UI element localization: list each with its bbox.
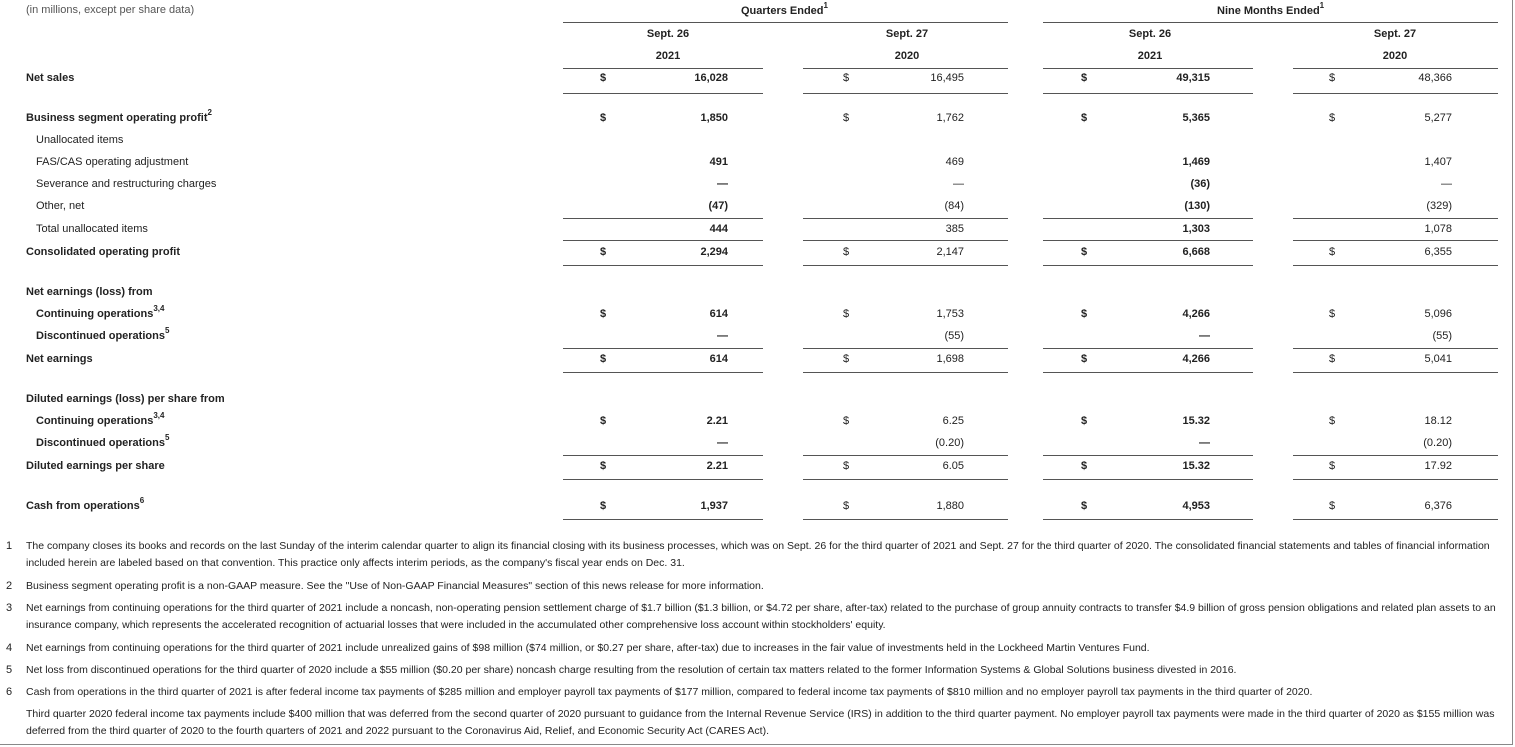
net-earnings-value: 4,266 <box>1182 353 1210 365</box>
col-rule <box>563 68 763 69</box>
dollar-sign: $ <box>1329 460 1336 472</box>
dollar-sign: $ <box>843 308 850 320</box>
net-sales-value: 49,315 <box>1176 72 1210 84</box>
segment-profit-value: 1,762 <box>936 112 964 124</box>
dollar-sign: $ <box>1329 415 1336 427</box>
severance-label: Severance and restructuring charges <box>36 178 217 190</box>
eps-discontinued-label: Discontinued operations$^5$ <box>36 433 170 449</box>
total-unallocated-value: 1,078 <box>1424 223 1452 235</box>
footnote-text: Net earnings from continuing operations for the third quarter of 2021 include a noncash, non-operating pension settlement charge of $1.7 billion ($1.3 billion, or $4.72 per share, after-tax) related to the purchase of group annuity contracts to transfer $4.9 billion of gross pension obligations and related plan assets to an insurance company, which represents the accelerated recognition of actuarial losses that were included in the accumulated other comprehensive loss account within stockholders' equity. <box>26 602 1496 631</box>
eps-discontinued-value: — <box>1199 437 1210 449</box>
unallocated-label: Unallocated items <box>36 134 124 146</box>
total-rule <box>563 93 763 94</box>
continuing-ops-value: 614 <box>709 308 728 320</box>
footnote-text: The company closes its books and records on the last Sunday of the interim calendar quarter to align its financial closing with its business processes, which was on Sept. 26 for the third quarter of 2021 and Sept. 27 for the third quarter of 2020. The consolidated financial statements and tables of financial information included herein are labeled based on that convention. This practice only affects interim periods, as the company's fiscal year ends on Dec. 31. <box>26 540 1490 569</box>
fas-cas-value: 491 <box>709 156 728 168</box>
dollar-sign: $ <box>843 353 850 365</box>
net-sales-value: 16,495 <box>930 72 964 84</box>
continuing-ops-value: 5,096 <box>1424 308 1452 320</box>
total-rule <box>563 519 763 520</box>
footnote-text: Business segment operating profit is a non-GAAP measure. See the "Use of Non-GAAP Financial Measures" section of this news release for more information. <box>26 580 764 592</box>
footnote-number: 2 <box>6 580 13 592</box>
severance-value: — <box>1441 178 1452 190</box>
total-rule <box>563 372 763 373</box>
discontinued-ops-value: (55) <box>944 330 964 342</box>
dollar-sign: $ <box>600 112 607 124</box>
eps-continuing-value: 18.12 <box>1424 415 1452 427</box>
total-rule <box>1293 265 1498 266</box>
net-earnings-value: 1,698 <box>936 353 964 365</box>
diluted-from-label: Diluted earnings (loss) per share from <box>26 393 225 405</box>
continuing-ops-value: 1,753 <box>936 308 964 320</box>
col-rule <box>1293 68 1498 69</box>
total-rule <box>1293 240 1498 241</box>
diluted-eps-label: Diluted earnings per share <box>26 460 165 472</box>
dollar-sign: $ <box>843 500 850 512</box>
eps-continuing-value: 6.25 <box>942 415 964 427</box>
other-net-value: (84) <box>944 200 964 212</box>
fas-cas-value: 469 <box>945 156 964 168</box>
col2-date: Sept. 27 <box>885 28 929 40</box>
dollar-sign: $ <box>1329 246 1336 258</box>
total-rule <box>1293 519 1498 520</box>
eps-discontinued-value: — <box>717 437 728 449</box>
cash-ops-value: 1,880 <box>936 500 964 512</box>
total-unallocated-label: Total unallocated items <box>36 223 148 235</box>
footnote-number: 4 <box>6 642 13 654</box>
total-rule <box>1043 455 1253 456</box>
col-rule <box>1043 68 1253 69</box>
segment-profit-value: 5,365 <box>1182 112 1210 124</box>
net-sales-value: 16,028 <box>694 72 728 84</box>
total-rule <box>563 265 763 266</box>
total-rule <box>803 455 1008 456</box>
quarters-rule <box>563 22 1008 23</box>
consolidated-profit-label: Consolidated operating profit <box>26 246 180 258</box>
consolidated-profit-value: 2,147 <box>936 246 964 258</box>
net-earnings-from-label: Net earnings (loss) from <box>26 286 153 298</box>
footnote-text: Net loss from discontinued operations for the third quarter of 2020 include a $55 million ($0.20 per share) noncash charge resulting from the resolution of certain tax matters related to the former Information Systems & Global Solutions business divested in 2016. <box>26 664 1237 676</box>
total-rule <box>1293 479 1498 480</box>
dollar-sign: $ <box>1329 353 1336 365</box>
fas-cas-label: FAS/CAS operating adjustment <box>36 156 189 168</box>
severance-value: — <box>717 178 728 190</box>
severance-value: (36) <box>1190 178 1210 190</box>
col1-year: 2021 <box>655 50 681 62</box>
fas-cas-value: 1,469 <box>1182 156 1210 168</box>
dollar-sign: $ <box>1081 246 1088 258</box>
footnote-number: 1 <box>6 540 13 552</box>
continuing-ops-value: 4,266 <box>1182 308 1210 320</box>
footnote-text: Cash from operations in the third quarter of 2021 is after federal income tax payments of $285 million and employer payroll tax payments of $177 million, compared to federal income tax payments of $810 million and no employer payroll tax payments in the third quarter of 2020. <box>26 686 1313 698</box>
total-rule <box>1043 479 1253 480</box>
total-rule <box>803 348 1008 349</box>
dollar-sign: $ <box>843 415 850 427</box>
total-rule <box>803 519 1008 520</box>
dollar-sign: $ <box>1329 112 1336 124</box>
footnote-text: Third quarter 2020 federal income tax payments include $400 million that was deferred from the second quarter of 2020 pursuant to guidance from the Internal Revenue Service (IRS) in addition to the third quarter payment. No employer payroll tax payments were made in the third quarter of 2020 as $155 million was deferred from the third quarter of 2020 to the fourth quarters of 2021 and 2022 pursuant to the Coronavirus Aid, Relief, and Economic Security Act (CARES Act). <box>26 708 1495 737</box>
consolidated-profit-value: 6,355 <box>1424 246 1452 258</box>
discontinued-ops-value: — <box>717 330 728 342</box>
dollar-sign: $ <box>600 460 607 472</box>
footnote-number: 3 <box>6 602 13 614</box>
total-unallocated-value: 1,303 <box>1182 223 1210 235</box>
cash-ops-label: Cash from operations$^6$ <box>26 496 145 512</box>
net-sales-label: Net sales <box>26 72 75 84</box>
footnote-text: Net earnings from continuing operations for the third quarter of 2021 include unrealized gains of $98 million ($74 million, or $0.27 per share, after-tax) due to increases in the fair value of investments held in the Lockheed Martin Ventures Fund. <box>26 642 1150 654</box>
net-earnings-label: Net earnings <box>26 353 93 365</box>
dollar-sign: $ <box>1081 460 1088 472</box>
net-sales-value: 48,366 <box>1418 72 1452 84</box>
diluted-eps-value: 2.21 <box>706 460 728 472</box>
eps-continuing-value: 2.21 <box>706 415 728 427</box>
dollar-sign: $ <box>1081 415 1088 427</box>
quarters-ended-header: Quarters Ended$^1$ <box>741 1 828 17</box>
dollar-sign: $ <box>843 72 850 84</box>
eps-discontinued-value: (0.20) <box>1423 437 1452 449</box>
total-rule <box>1293 372 1498 373</box>
total-rule <box>1293 455 1498 456</box>
discontinued-ops-value: (55) <box>1432 330 1452 342</box>
total-rule <box>1293 218 1498 219</box>
discontinued-ops-value: — <box>1199 330 1210 342</box>
dollar-sign: $ <box>1081 112 1088 124</box>
other-net-label: Other, net <box>36 200 85 212</box>
total-rule <box>563 479 763 480</box>
discontinued-ops-label: Discontinued operations$^5$ <box>36 326 170 342</box>
eps-continuing-value: 15.32 <box>1182 415 1210 427</box>
total-rule <box>1043 348 1253 349</box>
col4-year: 2020 <box>1382 50 1408 62</box>
total-rule <box>1043 240 1253 241</box>
dollar-sign: $ <box>600 500 607 512</box>
diluted-eps-value: 17.92 <box>1424 460 1452 472</box>
dollar-sign: $ <box>843 246 850 258</box>
net-earnings-value: 614 <box>709 353 728 365</box>
consolidated-profit-value: 6,668 <box>1182 246 1210 258</box>
eps-discontinued-value: (0.20) <box>935 437 964 449</box>
total-rule <box>803 479 1008 480</box>
total-rule <box>563 455 763 456</box>
total-rule <box>1043 265 1253 266</box>
cash-ops-value: 1,937 <box>700 500 728 512</box>
footnote-number: 5 <box>6 664 13 676</box>
severance-value: — <box>953 178 964 190</box>
col-rule <box>803 68 1008 69</box>
col4-date: Sept. 27 <box>1373 28 1417 40</box>
total-rule <box>803 93 1008 94</box>
total-unallocated-value: 385 <box>945 223 964 235</box>
dollar-sign: $ <box>1329 308 1336 320</box>
total-rule <box>1293 93 1498 94</box>
total-rule <box>1293 348 1498 349</box>
footnote-number: 6 <box>6 686 13 698</box>
dollar-sign: $ <box>843 460 850 472</box>
total-rule <box>803 265 1008 266</box>
col3-date: Sept. 26 <box>1128 28 1172 40</box>
col2-year: 2020 <box>894 50 920 62</box>
dollar-sign: $ <box>600 353 607 365</box>
dollar-sign: $ <box>600 246 607 258</box>
col3-year: 2021 <box>1137 50 1163 62</box>
consolidated-profit-value: 2,294 <box>700 246 728 258</box>
other-net-value: (329) <box>1426 200 1452 212</box>
total-rule <box>563 348 763 349</box>
cash-ops-value: 6,376 <box>1424 500 1452 512</box>
dollar-sign: $ <box>600 308 607 320</box>
dollar-sign: $ <box>1081 353 1088 365</box>
total-rule <box>1043 218 1253 219</box>
total-unallocated-value: 444 <box>709 223 728 235</box>
dollar-sign: $ <box>843 112 850 124</box>
total-rule <box>1043 93 1253 94</box>
net-earnings-value: 5,041 <box>1424 353 1452 365</box>
diluted-eps-value: 15.32 <box>1182 460 1210 472</box>
total-rule <box>803 372 1008 373</box>
nine-months-ended-header: Nine Months Ended$^1$ <box>1217 1 1325 17</box>
dollar-sign: $ <box>1329 72 1336 84</box>
dollar-sign: $ <box>600 415 607 427</box>
dollar-sign: $ <box>600 72 607 84</box>
eps-continuing-label: Continuing operations$^{3,4}$ <box>36 411 165 427</box>
continuing-ops-label: Continuing operations$^{3,4}$ <box>36 304 165 320</box>
fas-cas-value: 1,407 <box>1424 156 1452 168</box>
total-rule <box>1043 372 1253 373</box>
total-rule <box>1043 519 1253 520</box>
dollar-sign: $ <box>1081 308 1088 320</box>
nine-months-rule <box>1043 22 1498 23</box>
cash-ops-value: 4,953 <box>1182 500 1210 512</box>
units-note: (in millions, except per share data) <box>26 4 195 16</box>
other-net-value: (47) <box>708 200 728 212</box>
total-rule <box>803 218 1008 219</box>
segment-profit-label: Business segment operating profit$^2$ <box>26 108 212 124</box>
dollar-sign: $ <box>1081 72 1088 84</box>
segment-profit-value: 1,850 <box>700 112 728 124</box>
diluted-eps-value: 6.05 <box>942 460 964 472</box>
dollar-sign: $ <box>1081 500 1088 512</box>
col1-date: Sept. 26 <box>646 28 690 40</box>
total-rule <box>563 240 763 241</box>
total-rule <box>563 218 763 219</box>
dollar-sign: $ <box>1329 500 1336 512</box>
total-rule <box>803 240 1008 241</box>
segment-profit-value: 5,277 <box>1424 112 1452 124</box>
other-net-value: (130) <box>1184 200 1210 212</box>
